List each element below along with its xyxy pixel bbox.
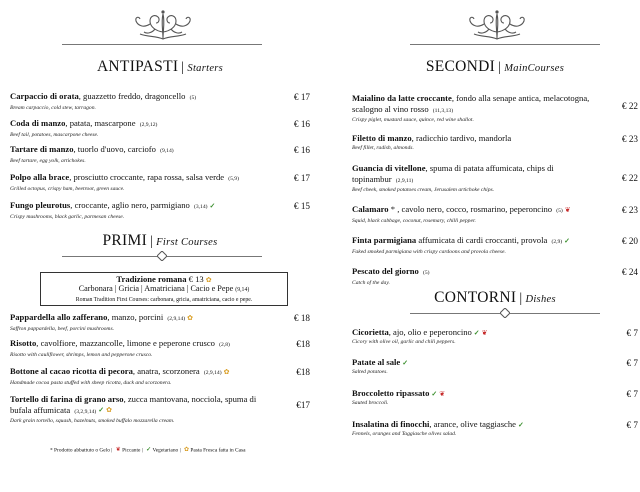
dish-english: Crispy piglet, mustard sauce, quince, red wine shallot. (352, 117, 474, 123)
menu-item (352, 419, 638, 438)
dish-name: Coda di manzo (10, 118, 66, 128)
veg-icon: ✓ (564, 236, 571, 245)
allergen-codes: (11,3,13) (432, 107, 454, 114)
chili-icon: ❦ (564, 205, 571, 214)
dish-name: Tortello di farina di grano arso (10, 394, 124, 404)
dish-price: € 16 (293, 119, 310, 129)
box-price: € 13 (188, 274, 204, 284)
dish-name: Cicorietta (352, 327, 389, 337)
dish-ingredients: , radicchio tardivo, mandorla (411, 133, 512, 143)
dish-name: Pescato del giorno (352, 266, 419, 276)
menu-item (10, 338, 310, 359)
dish-price: € 16 (293, 145, 310, 155)
dish-english: Fennels, oranges and Taggiasche olives salad. (352, 430, 457, 437)
dish-ingredients: , zucca mantovana, nocciola, spuma di bufala affumicata (10, 394, 257, 415)
dish-name: Insalatina di finocchi (352, 419, 430, 429)
primi-heading (10, 232, 310, 250)
pasta-icon: ✿ (223, 367, 230, 376)
box-english: Roman Tradition First Courses: carbonara, gricia, amatriciana, cacio e pepe. (75, 296, 253, 303)
legend-vegetarian: Vegetariano (152, 447, 179, 454)
antipasti-subtitle: Starters (187, 63, 224, 74)
menu-item (352, 266, 638, 287)
legend-spicy: Piccante (122, 447, 141, 454)
menu-item (352, 93, 638, 124)
secondi-heading (352, 58, 638, 76)
dish-price: € 15 (293, 201, 310, 211)
allergen-codes: (2,8) (219, 342, 230, 348)
antipasti-title: ANTIPASTI (96, 58, 179, 75)
dish-price: € 7 (626, 328, 638, 338)
tradizione-romana-box (40, 272, 288, 306)
dish-name: Risotto (10, 338, 37, 348)
dish-name: Fungo pleurotus (10, 200, 71, 210)
veg-icon: ✓ (209, 201, 216, 210)
dish-price: € 18 (293, 313, 310, 323)
dish-price: €17 (296, 400, 310, 410)
pasta-icon: ✿ (106, 406, 113, 415)
antipasti-heading (10, 58, 310, 76)
dish-price: € 20 (621, 236, 638, 246)
allergen-codes: (2,9,12) (139, 122, 158, 128)
allergen-codes: (5,9) (228, 176, 239, 182)
dish-english: Bream carpaccio, cold stew, tarragon. (10, 104, 96, 111)
legend-frozen: * Prodotto abbattuto o Gelo (50, 447, 110, 454)
chili-icon: ❦ (115, 447, 121, 453)
section-divider (410, 44, 600, 45)
veg-icon: ✓ (517, 420, 524, 429)
secondi-title: SECONDI (425, 58, 496, 75)
legend (50, 447, 246, 454)
dish-english: Faked smoked parmigiana with crispy cardoons and provola cheese. (352, 248, 506, 255)
dish-english: Grilled octopus, crispy ham, beetroot, green sauce. (10, 185, 125, 192)
dish-price: € 7 (626, 389, 638, 399)
dish-english: Beef fillet, radish, almonds. (352, 144, 414, 151)
diamond-ornament-icon (500, 308, 510, 318)
menu-item (352, 388, 638, 407)
dish-english: Beef tail, potatoes, mascarpone cheese. (10, 131, 99, 138)
allergen-codes: (9,14) (160, 148, 174, 154)
veg-icon: ✓ (98, 406, 105, 415)
menu-item (352, 357, 638, 376)
legend-separator: | (111, 447, 113, 454)
dish-name: Bottone al cacao ricotta di pecora (10, 366, 133, 376)
box-name: Tradizione romana (116, 274, 187, 284)
dish-english: Handmade cocoa pasta stuffed with sheep ricotta, duck and scorzonera. (10, 379, 172, 386)
menu-item (352, 133, 638, 152)
dish-english: Dark grain tortello, squash, hazelnuts, smoked buffalo mozzarella cream. (10, 418, 175, 424)
dish-price: €18 (296, 339, 310, 349)
dish-name: Filetto di manzo (352, 133, 412, 143)
menu-item (10, 394, 310, 425)
pasta-icon: ✿ (184, 447, 190, 453)
dish-ingredients: , tuorlo d'uovo, carciofo (73, 144, 156, 154)
dish-english: Sauted broccoli. (352, 399, 389, 406)
menu-item (10, 118, 310, 139)
contorni-title: CONTORNI (434, 289, 517, 306)
allergen-codes: (2,9,14) (167, 316, 186, 322)
dish-name: Calamaro (352, 204, 389, 214)
allergen-codes: (5) (189, 95, 197, 101)
veg-icon: ✓ (473, 328, 480, 337)
diamond-ornament-icon (157, 251, 167, 261)
dish-name: Broccoletto ripassato (352, 388, 430, 398)
heading-separator: | (519, 291, 523, 306)
menu-item (10, 172, 310, 193)
dish-english: Catch of the day. (352, 279, 390, 286)
dish-ingredients: , fondo alla senape antica, melacotogna, scalogno al vino rosso (352, 93, 590, 114)
dish-ingredients: , spuma di patata affumicata, chips di topinambur (352, 163, 554, 184)
dish-ingredients: , manzo, porcini (107, 312, 164, 322)
chili-icon: ❦ (481, 328, 488, 337)
dish-english: Squid, black cabbage, coconut, rosemary, chilli pepper. (352, 217, 476, 224)
menu-item (352, 204, 638, 225)
secondi-subtitle: MainCourses (504, 63, 565, 74)
dish-price: € 24 (621, 267, 638, 277)
veg-icon: ✓ (402, 358, 409, 367)
allergen-codes: (5) (423, 270, 430, 276)
menu-item (352, 163, 638, 194)
dish-name: Pappardella allo zafferano (10, 312, 108, 322)
heading-separator: | (498, 60, 502, 75)
allergen-codes: (2,9,11) (395, 177, 414, 184)
dish-price: € 23 (621, 205, 638, 215)
dish-price: € 23 (621, 134, 638, 144)
dish-name: Guancia di vitellone (352, 163, 426, 173)
dish-name: Tartare di manzo (10, 144, 74, 154)
flourish-ornament-icon (462, 8, 532, 42)
dish-name: Maialino da latte croccante (352, 93, 452, 103)
menu-item (352, 235, 638, 256)
dish-ingredients: , croccante, aglio nero, parmigiano (70, 200, 190, 210)
dish-english: Risotto with cauliflower, shrimps, lemon and pepperone crusco. (10, 351, 153, 358)
veg-icon: ✓ (431, 389, 438, 398)
dish-price: € 7 (626, 358, 638, 368)
dish-price: € 22 (621, 173, 638, 183)
dish-english: Saffron pappardella, beef, porcini mushrooms. (10, 325, 115, 332)
contorni-subtitle: Dishes (525, 294, 556, 305)
dish-name: Finta parmigiana (352, 235, 417, 245)
menu-item (10, 366, 310, 387)
dish-ingredients: , anatra, scorzonera (132, 366, 200, 376)
primi-title: PRIMI (102, 232, 148, 249)
allergen-codes: (2,9,14) (203, 370, 222, 376)
allergen-codes: (3,2,9,14) (74, 408, 97, 415)
pasta-icon: ✿ (187, 313, 193, 322)
dish-english: Beef cheek, smoked potatoes cream, Jerusalem artichoke chips. (352, 187, 495, 193)
dish-english: Crispy mushrooms, black garlic, parmesan cheese. (10, 213, 125, 220)
dish-ingredients: , ajo, olio e peperoncino (388, 327, 472, 337)
dish-english: Salted potatoes. (352, 368, 388, 375)
chili-icon: ❦ (439, 389, 446, 398)
dish-name: Carpaccio di orata (10, 91, 79, 101)
legend-separator: | (179, 447, 181, 454)
menu-item (10, 200, 310, 221)
dish-price: € 17 (293, 173, 310, 183)
box-dishes: Carbonara | Gricia | Amatriciana | Cacio e Pepe (78, 284, 234, 293)
dish-ingredients: , cavolfiore, mazzancolle, limone e peperone crusco (36, 338, 215, 348)
veg-icon: ✓ (146, 447, 152, 453)
dish-ingredients: , arance, olive taggiasche (429, 419, 516, 429)
allergen-codes: (5) (556, 208, 563, 214)
dish-ingredients: , patata, mascarpone (65, 118, 136, 128)
heading-separator: | (181, 60, 185, 75)
dish-english: Cicory with olive oil, garlic and chili peppers. (352, 338, 456, 345)
dish-price: € 17 (293, 92, 310, 102)
dish-price: € 22 (621, 101, 638, 111)
menu-item (10, 91, 310, 112)
dish-price: €18 (296, 367, 310, 377)
allergen-codes: (9,14) (235, 287, 250, 293)
menu-item (10, 144, 310, 165)
legend-separator: | (141, 447, 143, 454)
pasta-icon: ✿ (205, 275, 212, 284)
legend-fresh-pasta: Pasta Fresca fatta in Casa (190, 447, 246, 454)
contorni-heading (352, 289, 638, 307)
dish-ingredients: affumicata di cardi croccanti, provola (416, 235, 548, 245)
dish-name: Polpo alla brace (10, 172, 70, 182)
dish-ingredients: * , cavolo nero, cocco, rosmarino, peperoncino (388, 204, 553, 214)
dish-english: Beef tartare, egg yolk, artichokes. (10, 157, 86, 164)
primi-subtitle: First Courses (156, 237, 218, 248)
flourish-ornament-icon (128, 8, 198, 42)
dish-name: Patate al sale (352, 357, 401, 367)
menu-item (10, 312, 310, 333)
menu-item (352, 327, 638, 346)
heading-separator: | (150, 234, 154, 249)
section-divider (62, 44, 262, 45)
dish-ingredients: , guazzetto freddo, dragoncello (78, 91, 186, 101)
dish-price: € 7 (626, 420, 638, 430)
allergen-codes: (3,14) (193, 204, 208, 210)
dish-ingredients: , prosciutto croccante, rapa rossa, salsa verde (69, 172, 225, 182)
allergen-codes: (2,9) (551, 239, 563, 245)
